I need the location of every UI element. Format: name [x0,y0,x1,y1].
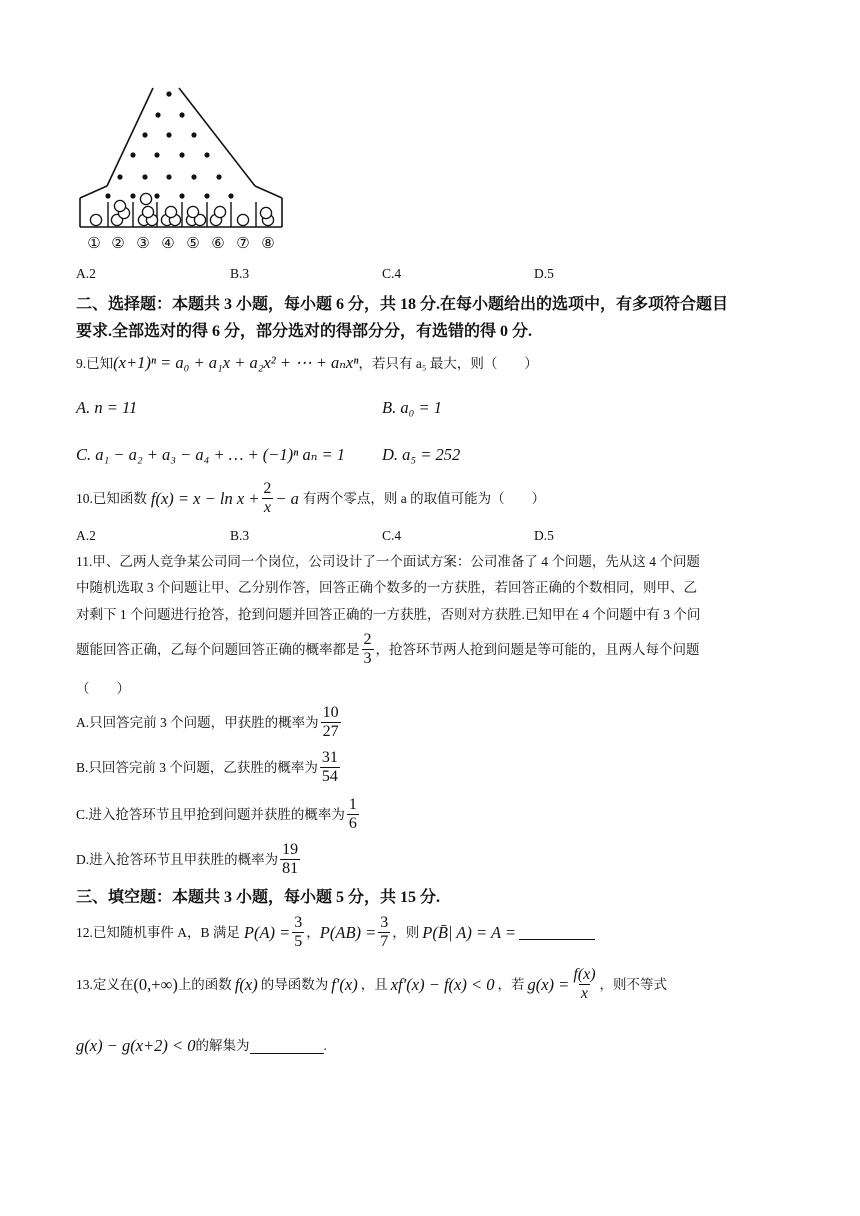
q9-stem [76,354,538,373]
q11-line4: 题能回答正确，乙每个问题回答正确的概率都是 $\frac{2}{3}$ ，抢答环节两人抢到问题是等可能的，且两人每个问题 [76,631,700,667]
q9-option-c: C. a₁ − a₂ + a₃ − a₄ + … + (−1)ⁿ aₙ = 1 [76,445,346,464]
q10-stem [76,480,545,517]
q11-option-d: D.进入抢答环节且甲获胜的概率为 $\frac{19}{81}$ [76,841,299,877]
board-ball [140,193,151,204]
board-ball [165,206,176,217]
board-ball [260,207,271,218]
q13-answer-blank[interactable] [250,1039,324,1054]
q11-probability-fraction: $\frac{2}{3}$ [363,631,372,667]
board-peg [216,174,221,179]
board-peg [130,152,135,157]
q8-option-a: A.2 [76,266,96,281]
board-ball [187,206,198,217]
bin-number-label: ① [87,234,101,252]
q10-expression-left: f(x) = x − ln x + [150,488,260,508]
q13-stem: 13.定义在 (0,+∞) 上的函数 f(x) 的导函数为 f′(x) ，且 xf′(x) − f(x) < 0 ，若 g(x) = $\frac{f(x)}{x}$ ，则不等式 [76,966,668,1002]
bin-number-label: ⑦ [236,234,250,252]
bin-number-label: ④ [161,234,175,252]
q8-option-d: D.5 [534,266,554,281]
board-ball [214,206,225,217]
q9-expression: (x+1)ⁿ = a₀ + a₁x + a₂x² + ⋯ + aₙxⁿ [113,353,359,372]
board-peg [105,193,110,198]
board-ball [114,200,125,211]
q11-option-c: C.进入抢答环节且甲抢到问题并获胜的概率为 $\frac{1}{6}$ [76,796,357,832]
q12-stem: 12.已知随机事件 A，B 满足 P(A) = $\frac{3}{5}$ ， P(AB) = $\frac{3}{7}$ ，则 P(B̄| A) = A = [76,914,595,951]
board-peg [191,174,196,179]
q10-option-b: B.3 [230,528,250,543]
q10-fraction: $\frac{2}{x}$ [263,480,272,516]
board-peg [179,152,184,157]
q11-line2: 中随机选取 3 个问题让甲、乙分别作答，回答正确个数多的一方获胜，若回答正确的个数相同，则甲、乙 [76,580,697,595]
board-peg [228,193,233,198]
section3-heading: 三、填空题：本题共 3 小题，每小题 5 分，共 15 分. [76,889,441,906]
q9-suffix: ，若只有 a₅ 最大，则（ ） [358,356,538,371]
board-ball [142,206,153,217]
board-peg [154,193,159,198]
board-peg [154,152,159,157]
q10-suffix: 有两个零点，则 a 的取值可能为（ ） [302,490,546,506]
q10-option-c: C.4 [382,528,402,543]
board-peg [166,174,171,179]
bin-number-label: ⑧ [261,234,275,252]
q11-line5: （ ） [76,681,130,696]
galton-board-figure [76,86,288,256]
q9-option-b: B. a₀ = 1 [382,398,442,417]
bin-number-label: ⑤ [186,234,200,252]
bin-number-label: ③ [136,234,150,252]
q10-option-d: D.5 [534,528,554,543]
board-ball [90,214,101,225]
q13-line2: g(x) − g(x+2) < 0 的解集为 . [76,1036,327,1055]
q10-prefix: 10.已知函数 [76,490,147,506]
q10-expression-right: − a [275,488,299,508]
board-peg [204,193,209,198]
board-peg [179,112,184,117]
board-peg [204,152,209,157]
board-peg [142,174,147,179]
board-ball [237,214,248,225]
board-peg [166,91,171,96]
board-peg [179,193,184,198]
q11-option-b: B.只回答完前 3 个问题，乙获胜的概率为 $\frac{31}{54}$ [76,749,338,785]
bin-number-label: ② [111,234,125,252]
board-peg [142,132,147,137]
board-peg [117,174,122,179]
q10-option-a: A.2 [76,528,96,543]
bin-number-label: ⑥ [211,234,225,252]
q8-option-b: B.3 [230,266,250,281]
section2-heading-line1: 二、选择题：本题共 3 小题，每小题 6 分，共 18 分.在每小题给出的选项中，有多项符合题目 [76,296,729,313]
section2-heading-line2: 要求.全部选对的得 6 分，部分选对的得部分分，有选错的得 0 分. [76,323,533,340]
q12-answer-blank[interactable] [519,925,595,940]
q9-prefix: 9.已知 [76,356,114,371]
q11-option-a: A.只回答完前 3 个问题，甲获胜的概率为 $\frac{10}{27}$ [76,704,339,740]
q11-line1: 11.甲、乙两人竞争某公司同一个岗位，公司设计了一个面试方案：公司准备了 4 个问题，先从这 4 个问题 [76,554,700,569]
board-peg [166,132,171,137]
board-peg [191,132,196,137]
board-peg [155,112,160,117]
q11-line3: 对剩下 1 个问题进行抢答，抢到问题并回答正确的一方获胜，否则对方获胜.已知甲在 4 个问题中有 3 个问 [76,607,701,622]
q9-option-a: A. n = 11 [76,398,138,417]
q8-option-c: C.4 [382,266,402,281]
board-peg [130,193,135,198]
q9-option-d: D. a₅ = 252 [382,445,461,464]
